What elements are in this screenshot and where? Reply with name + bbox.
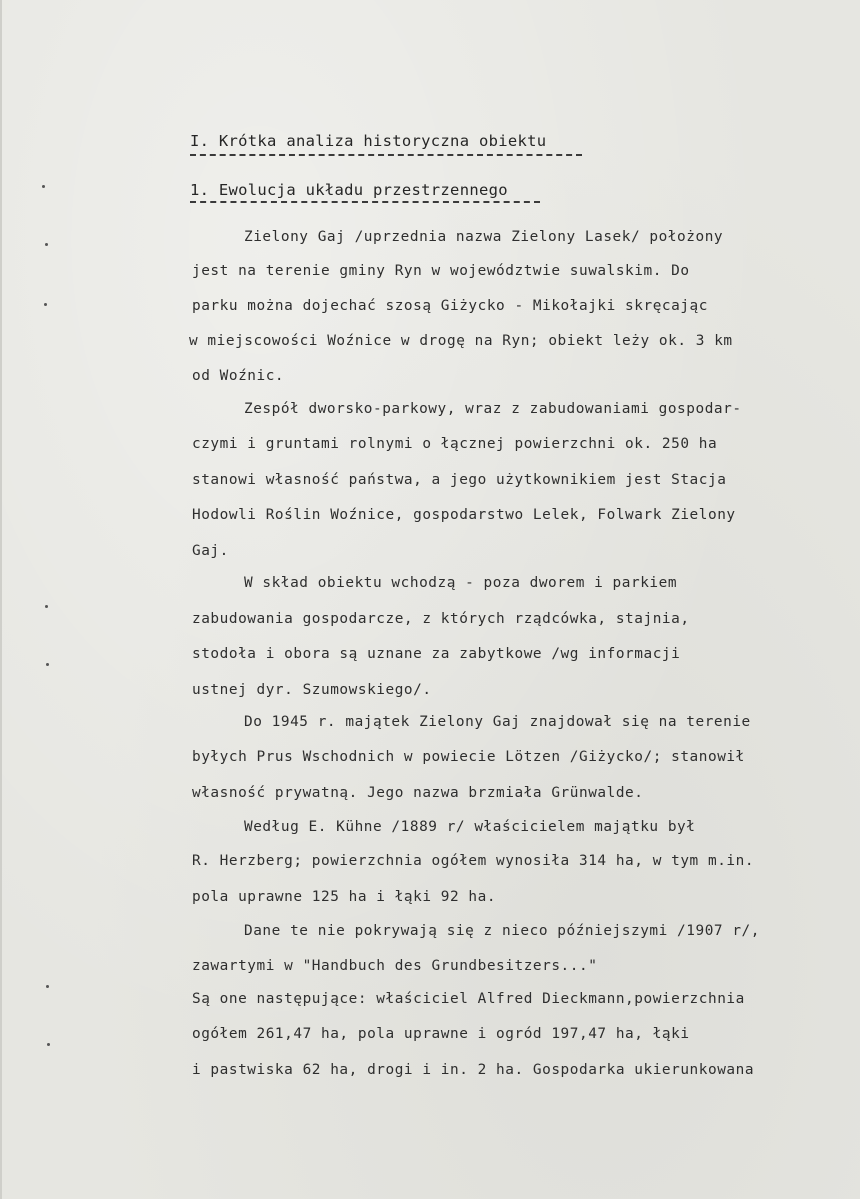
margin-dot <box>46 985 49 988</box>
text-line: parku można dojechać szosą Giżycko - Mikołajki skręcając <box>192 298 708 314</box>
text-line: ogółem 261,47 ha, pola uprawne i ogród 197,47 ha, łąki <box>192 1026 690 1042</box>
margin-dot <box>45 605 48 608</box>
text-line: własność prywatną. Jego nazwa brzmiała Grünwalde. <box>192 785 644 801</box>
text-line: Gaj. <box>192 543 229 559</box>
text-line: w miejscowości Woźnice w drogę na Ryn; obiekt leży ok. 3 km <box>189 333 733 349</box>
subheading-underline <box>190 201 540 203</box>
text-line: od Woźnic. <box>192 368 285 384</box>
text-line: Dane te nie pokrywają się z nieco późniejszymi /1907 r/, <box>244 923 760 939</box>
text-line: pola uprawne 125 ha i łąki 92 ha. <box>192 889 497 905</box>
margin-dot <box>44 303 47 306</box>
subsection-heading: 1. Ewolucja układu przestrzennego <box>190 181 508 199</box>
text-line: stodoła i obora są uznane za zabytkowe /wg informacji <box>192 646 681 662</box>
margin-dot <box>45 243 48 246</box>
text-line: zabudowania gospodarcze, z których rządcówka, stajnia, <box>192 611 690 627</box>
text-line: R. Herzberg; powierzchnia ogółem wynosiła 314 ha, w tym m.in. <box>192 853 755 869</box>
section-heading: I. Krótka analiza historyczna obiektu <box>190 132 547 150</box>
margin-dot <box>42 185 45 188</box>
text-line: W skład obiektu wchodzą - poza dworem i parkiem <box>244 575 678 591</box>
text-line: Według E. Kühne /1889 r/ właścicielem majątku był <box>244 819 696 835</box>
text-line: Są one następujące: właściciel Alfred Dieckmann,powierzchnia <box>192 991 745 1007</box>
text-line: Do 1945 r. majątek Zielony Gaj znajdował się na terenie <box>244 714 751 730</box>
text-line: Zielony Gaj /uprzednia nazwa Zielony Lasek/ położony <box>244 229 724 245</box>
text-line: czymi i gruntami rolnymi o łącznej powierzchni ok. 250 ha <box>192 436 718 452</box>
heading-underline <box>190 154 582 156</box>
text-line: byłych Prus Wschodnich w powiecie Lötzen /Giżycko/; stanowił <box>192 749 745 765</box>
margin-dot <box>47 1043 50 1046</box>
text-line: Hodowli Roślin Woźnice, gospodarstwo Lelek, Folwark Zielony <box>192 507 736 523</box>
text-line: ustnej dyr. Szumowskiego/. <box>192 682 432 698</box>
text-line: stanowi własność państwa, a jego użytkownikiem jest Stacja <box>192 472 727 488</box>
text-line: jest na terenie gminy Ryn w województwie suwalskim. Do <box>192 263 690 279</box>
text-line: Zespół dworsko-parkowy, wraz z zabudowaniami gospodar- <box>244 401 742 417</box>
text-line: zawartymi w "Handbuch des Grundbesitzers..." <box>192 958 598 974</box>
text-line: i pastwiska 62 ha, drogi i in. 2 ha. Gospodarka ukierunkowana <box>192 1062 755 1078</box>
margin-dot <box>46 663 49 666</box>
